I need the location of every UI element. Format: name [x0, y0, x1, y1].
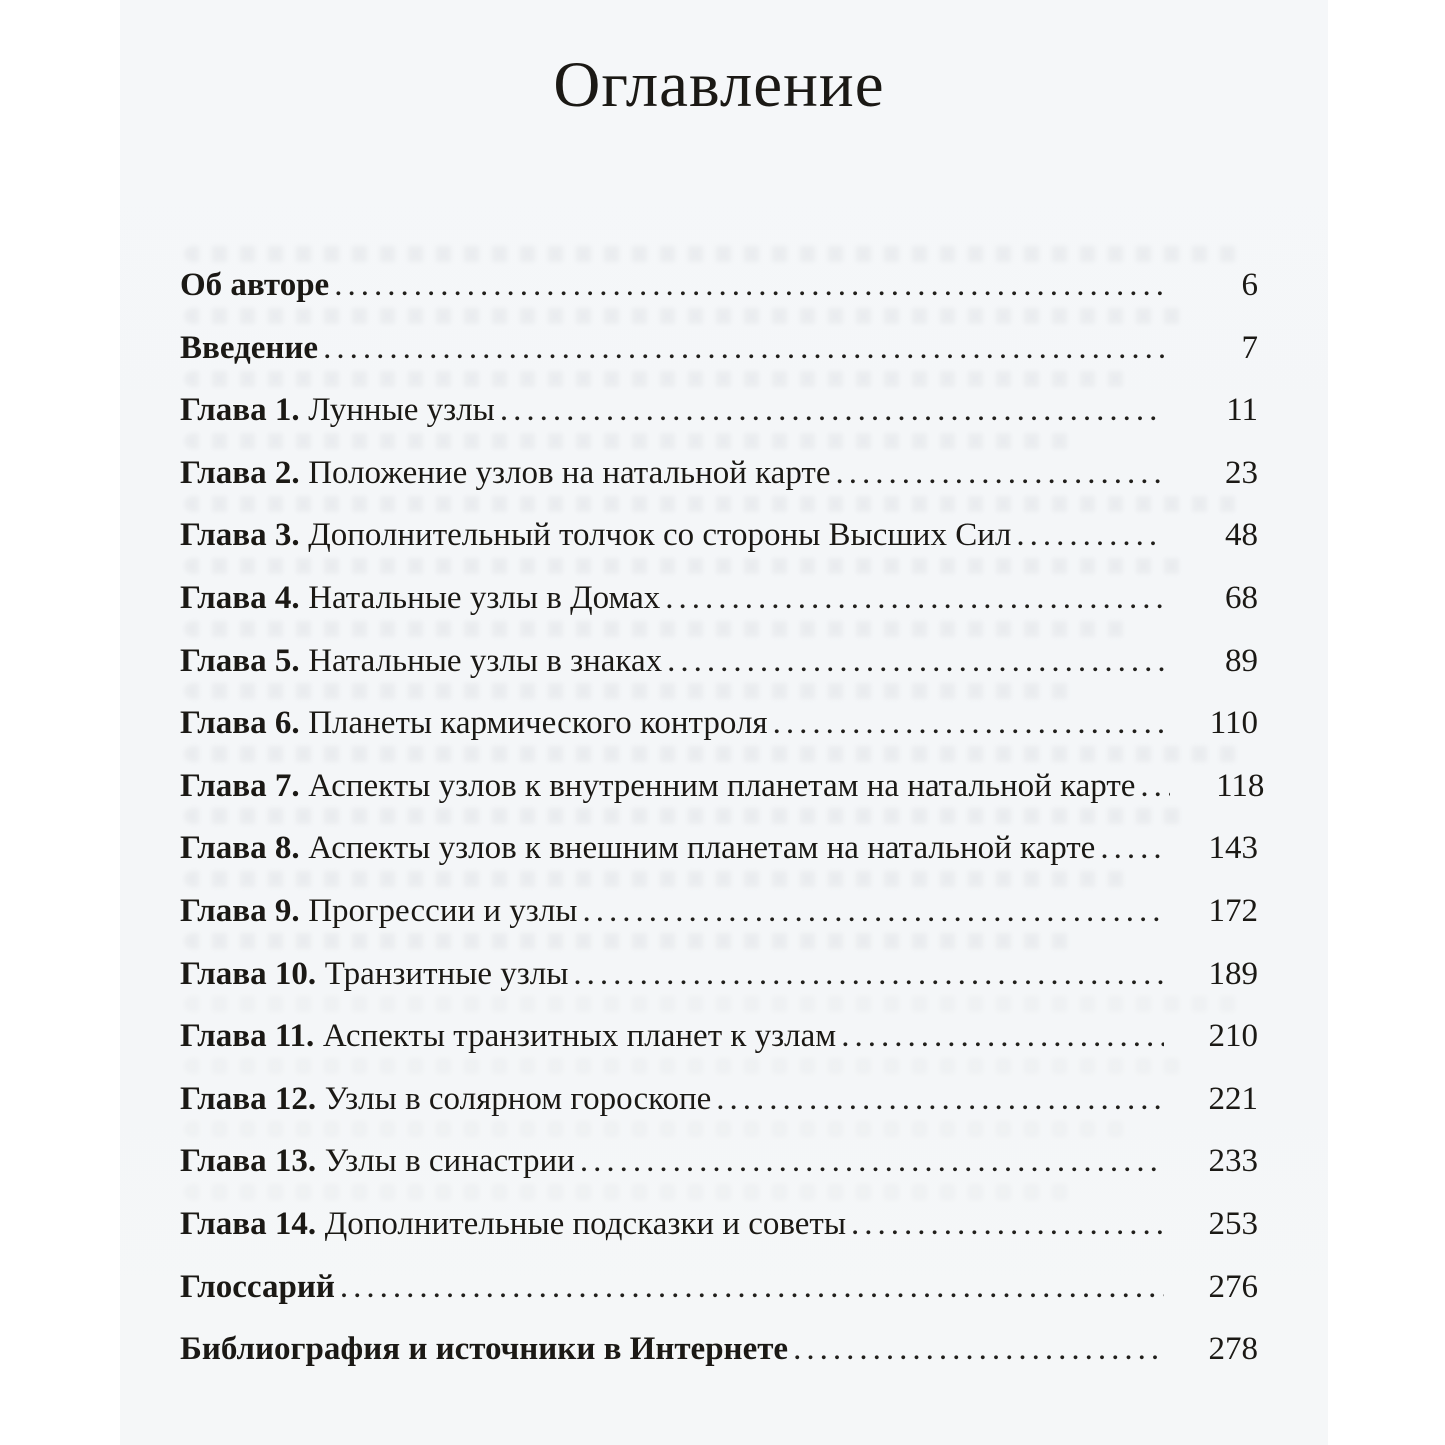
toc-entry-label	[180, 955, 568, 993]
page-content	[180, 0, 1265, 1445]
toc-entry	[180, 1268, 1258, 1331]
toc-entry-chapter: Глава 7.	[180, 767, 300, 804]
dot-leader	[665, 579, 1164, 617]
page-title: Оглавление	[553, 49, 885, 121]
toc-entry	[180, 579, 1258, 642]
toc-entry-chapter: Глава 3.	[180, 517, 300, 554]
toc-entry-title: Аспекты транзитных планет к узлам	[322, 1018, 837, 1055]
toc-entry	[180, 1205, 1258, 1268]
toc-entry	[180, 391, 1258, 454]
toc-entry-label	[180, 1017, 836, 1055]
toc-entry-chapter: Глава 14.	[180, 1205, 317, 1242]
toc-entry-title: Положение узлов на натальной карте	[308, 454, 831, 491]
dot-leader	[580, 1142, 1164, 1180]
table-of-contents	[180, 266, 1265, 1393]
toc-entry-page-number: 68	[1225, 579, 1258, 616]
toc-entry-page-number: 233	[1208, 1143, 1258, 1180]
toc-entry-page-number: 143	[1208, 830, 1258, 867]
toc-entry-chapter: Глава 1.	[180, 392, 300, 429]
toc-entry-page-number: 276	[1208, 1268, 1258, 1305]
toc-entry-chapter: Глава 2.	[180, 454, 300, 491]
toc-entry-title: Аспекты узлов к внутренним планетам на натальной карте	[308, 767, 1136, 804]
dot-leader	[1016, 516, 1164, 554]
toc-entry-label	[180, 892, 577, 930]
toc-entry-label	[180, 704, 768, 742]
toc-entry-title: Аспекты узлов к внешним планетам на натальной карте	[308, 830, 1096, 867]
toc-entry-page-number: 172	[1208, 892, 1258, 929]
dot-leader	[323, 329, 1164, 367]
toc-entry-label	[180, 1268, 335, 1306]
toc-entry-label	[180, 266, 329, 304]
dot-leader	[841, 1017, 1164, 1055]
toc-entry-chapter: Глава 4.	[180, 579, 300, 616]
dot-leader	[773, 704, 1164, 742]
toc-entry-chapter: Глава 5.	[180, 642, 300, 679]
toc-entry-chapter: Глава 12.	[180, 1080, 317, 1117]
toc-entry	[180, 704, 1258, 767]
toc-entry-title: Транзитные узлы	[324, 955, 569, 992]
toc-entry	[180, 829, 1258, 892]
toc-entry-label	[180, 642, 662, 680]
toc-entry-page-number: 221	[1208, 1080, 1258, 1117]
toc-entry-page-number: 110	[1209, 705, 1258, 742]
toc-entry-title: Дополнительные подсказки и советы	[324, 1205, 847, 1242]
toc-entry-chapter: Введение	[180, 329, 319, 366]
toc-entry-chapter: Глава 8.	[180, 830, 300, 867]
toc-entry-page-number: 189	[1208, 955, 1258, 992]
toc-entry-label	[180, 829, 1095, 867]
toc-entry-label	[180, 454, 830, 492]
toc-entry	[180, 1017, 1258, 1080]
toc-entry	[180, 266, 1258, 329]
toc-entry-page-number: 23	[1225, 454, 1258, 491]
toc-entry-page-number: 6	[1241, 267, 1258, 303]
toc-entry-title: Дополнительный толчок со стороны Высших Сил	[308, 517, 1012, 554]
toc-entry	[180, 955, 1258, 1018]
toc-entry	[180, 1142, 1258, 1205]
toc-entry-page-number: 11	[1226, 392, 1258, 429]
toc-entry-chapter: Глава 10.	[180, 955, 317, 992]
dot-leader	[340, 1268, 1164, 1306]
toc-entry-title: Узлы в синастрии	[324, 1143, 575, 1180]
toc-entry-label	[180, 579, 660, 617]
toc-entry-label	[180, 516, 1011, 554]
toc-entry-page-number: 7	[1241, 329, 1258, 366]
toc-entry-page-number: 253	[1208, 1205, 1258, 1242]
toc-entry-title: Планеты кармического контроля	[308, 705, 768, 742]
dot-leader	[573, 955, 1164, 993]
toc-entry	[180, 516, 1258, 579]
toc-entry-title: Лунные узлы	[308, 392, 495, 429]
dot-leader	[793, 1330, 1164, 1368]
toc-entry-title: Натальные узлы в Домах	[308, 579, 661, 616]
toc-entry	[180, 1330, 1258, 1393]
toc-entry-label	[180, 1142, 575, 1180]
dot-leader	[835, 454, 1164, 492]
dot-leader	[582, 892, 1164, 930]
book-page	[120, 0, 1328, 1445]
toc-entry-page-number: 210	[1208, 1018, 1258, 1055]
toc-entry-chapter: Глоссарий	[180, 1268, 335, 1305]
dot-leader	[1140, 767, 1170, 805]
toc-entry	[180, 642, 1258, 705]
toc-entry-label	[180, 1080, 711, 1118]
dot-leader	[851, 1205, 1164, 1243]
toc-entry-title: Натальные узлы в знаках	[308, 642, 663, 679]
toc-entry-chapter: Об авторе	[180, 267, 330, 303]
toc-entry	[180, 892, 1258, 955]
toc-entry-label	[180, 767, 1135, 805]
toc-entry	[180, 1080, 1258, 1143]
toc-entry-page-number: 118	[1216, 767, 1265, 804]
toc-entry-chapter: Глава 13.	[180, 1143, 317, 1180]
toc-entry	[180, 767, 1265, 830]
toc-entry-page-number: 278	[1208, 1331, 1258, 1368]
toc-entry-page-number: 48	[1225, 517, 1258, 554]
dot-leader	[500, 391, 1164, 429]
dot-leader	[667, 642, 1164, 680]
dot-leader	[334, 266, 1164, 304]
toc-entry-label	[180, 391, 495, 429]
toc-entry-chapter: Библиография и источники в Интернете	[180, 1331, 789, 1368]
toc-entry	[180, 329, 1258, 392]
toc-entry-page-number: 89	[1225, 642, 1258, 679]
toc-entry-label	[180, 329, 318, 367]
toc-entry	[180, 454, 1258, 517]
toc-entry-chapter: Глава 9.	[180, 892, 300, 929]
toc-entry-label	[180, 1205, 846, 1243]
toc-entry-label	[180, 1330, 788, 1368]
toc-entry-chapter: Глава 6.	[180, 705, 300, 742]
dot-leader	[1100, 829, 1164, 867]
toc-entry-title: Прогрессии и узлы	[308, 892, 578, 929]
toc-entry-chapter: Глава 11.	[180, 1018, 315, 1055]
toc-entry-title: Узлы в солярном гороскопе	[324, 1080, 712, 1117]
dot-leader	[716, 1080, 1164, 1118]
